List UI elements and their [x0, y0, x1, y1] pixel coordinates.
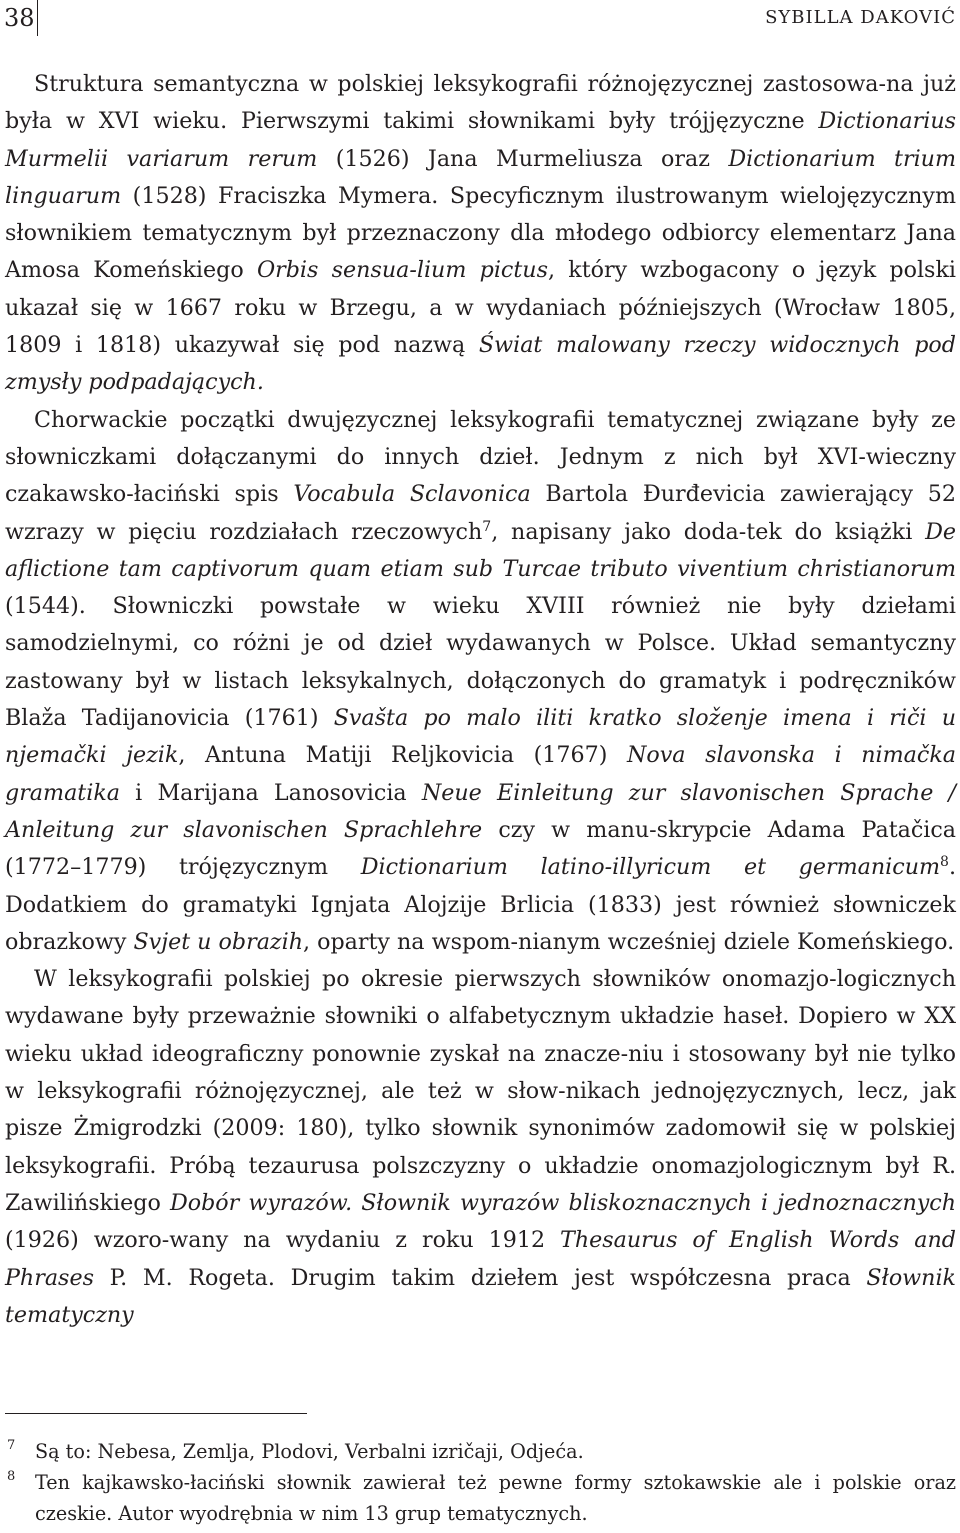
header-divider	[37, 0, 38, 36]
text-run: Bartola Đurđevicia zawierający 52 wzrazy w pięciu rozdziałach rzeczowych	[5, 481, 956, 545]
footnote-reference: 8	[940, 854, 949, 871]
italic-title: Svjet u obrazih	[133, 928, 303, 955]
body-text	[5, 66, 956, 1334]
text-run: , napisany jako doda-tek do książki	[491, 518, 926, 545]
text-run: (1526) Jana Murmeliusza oraz	[317, 145, 729, 172]
italic-title: Dictionarium latino-illyricum et germanicum	[360, 854, 941, 881]
italic-title: Neue Einleitung zur slavonischen Sprache / Anleitung zur slavonischen Sprachlehre	[5, 779, 956, 843]
text-run: (1926) wzoro-wany na wydaniu z roku 1912	[5, 1227, 561, 1254]
footnote-reference: 7	[482, 518, 492, 535]
page-header	[0, 0, 960, 40]
italic-title: Słownik tematyczny	[5, 1264, 956, 1328]
text-run: , który wzbogacony o język polski ukazał się w 1667 roku w Brzegu, a w wydaniach późniejszych (Wrocław 1805, 1809 i 1818) ukazywał się pod nazwą	[5, 257, 956, 359]
italic-title: Dobór wyrazów. Słownik wyrazów bliskoznacznych i jednoznacznych	[169, 1189, 956, 1216]
text-run: (1544). Słowniczki powstałe w wieku XVIII również nie były dziełami samodzielnymi, co różni je od dzieł wydawanych w Polsce. Układ semantyczny zastowany był w listach leksykalnych, dołączonych do gramatyk i podręczników Blaža Tadijanovicia (1761)	[5, 593, 956, 732]
italic-title: De aflictione tam captivorum quam etiam sub Turcae tributo viventium christianorum	[5, 518, 956, 582]
italic-title: Thesaurus of English Words and Phrases	[5, 1227, 956, 1291]
text-run: P. M. Rogeta. Drugim takim dziełem jest współczesna praca	[93, 1264, 867, 1291]
footnote	[5, 1467, 956, 1529]
text-run: (1528) Fraciszka Mymera. Specyficznym ilustrowanym wielojęzycznym słownikiem tematycznym był przeznaczony dla młodego odbiorcy elementarz Jana Amosa Komeńskiego	[5, 182, 956, 284]
text-run: Chorwackie początki dwujęzycznej leksykografii tematycznej związane były ze słowniczkami dołączanymi do innych dzieł. Jednym z nich był XVI-wieczny czakawsko-łaciński spis	[5, 406, 956, 508]
running-head-author: SYBILLA DAKOVIĆ	[765, 7, 956, 28]
italic-title: Dictionarius Murmelii variarum rerum	[5, 108, 956, 172]
paragraph	[5, 66, 956, 402]
text-run: czy w manu-skrypcie Adama Patačica (1772–1779) trójęzycznym	[5, 816, 957, 881]
text-run: W leksykografii polskiej po okresie pierwszych słowników onomazjo-logicznych wydawane były przeważnie słowniki o alfabetycznym układzie haseł. Dopiero w XX wieku układ ideograficzny ponownie zyskał na znacze-niu i stosowany był nie tylko w leksykografii różnojęzycznej, ale też w słow-nikach jednojęzycznych, lecz, jak pisze Żmigrodzki (2009: 180), tylko słownik synonimów zadomowił się w polskiej leksykografii. Próbą tezaurusa polszczyzny o układzie onomazjologicznym był R. Zawilińskiego	[5, 966, 956, 1216]
italic-title: Dictionarium trium linguarum	[5, 145, 956, 209]
footnote-marker: 7	[7, 1438, 16, 1453]
footnote	[5, 1436, 956, 1467]
footnote-marker: 8	[7, 1469, 16, 1484]
paragraph	[5, 961, 956, 1334]
page-number: 38	[4, 4, 35, 32]
italic-title: Nova slavonska i nimačka gramatika	[5, 742, 956, 806]
footnotes	[5, 1436, 956, 1529]
footnote-text: Są to: Nebesa, Zemlja, Plodovi, Verbalni izričaji, Odjeća.	[35, 1440, 584, 1463]
text-run: . Dodatkiem do gramatyki Ignjata Alojzije Brlicia (1833) jest również słowniczek obrazkowy	[5, 854, 957, 955]
italic-title: Świat malowany rzeczy widocznych pod zmysły podpadających.	[5, 332, 956, 396]
footnote-separator	[5, 1413, 307, 1414]
italic-title: Vocabula Sclavonica	[293, 481, 531, 508]
footnote-text: Ten kajkawsko-łaciński słownik zawierał też pewne formy sztokawskie ale i polskie oraz czeskie. Autor wyodrębnia w nim 13 grup tematycznych.	[35, 1471, 956, 1525]
text-run: , oparty na wspom-nianym wcześniej dziele Komeńskiego.	[303, 928, 955, 955]
italic-title: Svašta po malo iliti kratko složenje imena i riči u njemački jezik	[5, 705, 956, 769]
text-run: Struktura semantyczna w polskiej leksykografii różnojęzycznej zastosowa-na już była w XVI wieku. Pierwszymi takimi słownikami były trójjęzyczne	[5, 71, 956, 135]
paragraph	[5, 402, 956, 961]
text-run: i Marijana Lanosovicia	[120, 779, 422, 806]
text-run: , Antuna Matiji Reljkovicia (1767)	[178, 742, 627, 769]
italic-title: Orbis sensua-lium pictus	[256, 257, 548, 284]
